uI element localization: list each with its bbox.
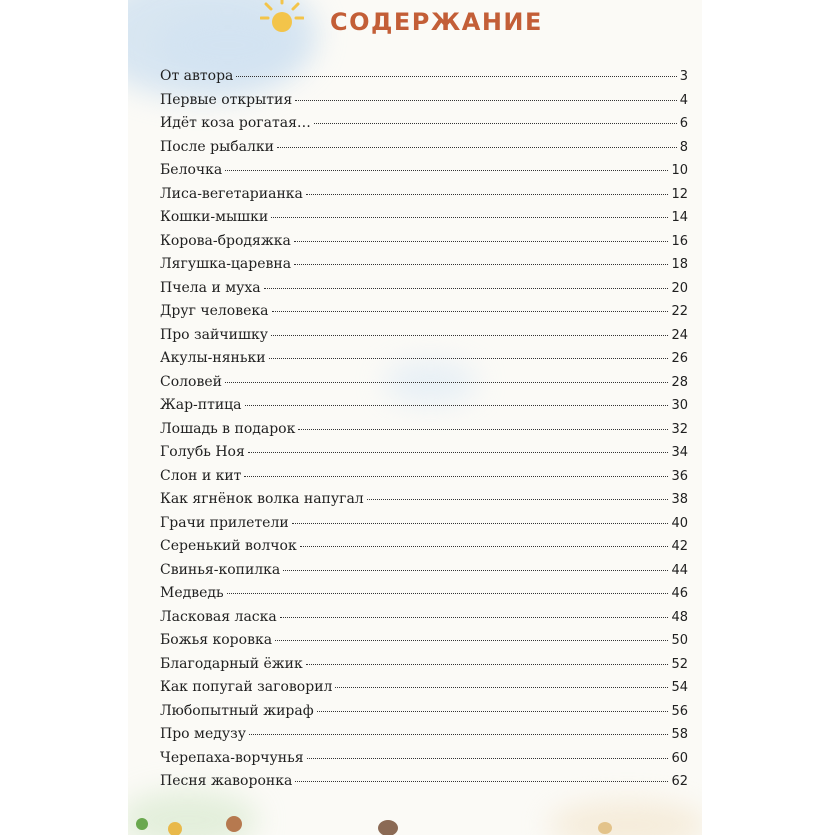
dot-leader (335, 687, 668, 688)
dot-leader (275, 640, 668, 641)
toc-entry (160, 703, 688, 727)
toc-entry-title: Песня жаворонка (160, 773, 293, 789)
dot-leader (264, 288, 669, 289)
toc-entry-page-number: 54 (671, 680, 688, 695)
toc-entry (160, 609, 688, 633)
toc-entry (160, 209, 688, 233)
toc-entry-page-number: 8 (679, 139, 688, 155)
toc-entry (160, 115, 688, 139)
toc-entry-title: Любопытный жираф (160, 702, 314, 719)
dot-leader (227, 593, 669, 594)
toc-entry (160, 632, 688, 656)
toc-entry-page-number: 40 (671, 515, 688, 531)
toc-entry-title: Божья коровка (160, 632, 273, 648)
toc-entry-title: Свинья-копилка (160, 561, 281, 578)
toc-entry-page-number: 58 (671, 727, 688, 742)
toc-entry-page-number: 50 (671, 633, 688, 648)
dot-leader (306, 194, 669, 195)
toc-entry-page-number: 36 (671, 468, 688, 484)
toc-entry (160, 562, 688, 586)
dot-leader (225, 170, 668, 171)
toc-entry (160, 444, 688, 468)
toc-entry (160, 773, 688, 797)
dot-leader (272, 311, 669, 312)
dot-leader (298, 429, 668, 430)
watercolor-wash (548, 800, 702, 835)
toc-entry (160, 750, 688, 774)
toc-entry-page-number: 20 (671, 280, 688, 296)
toc-entry-page-number: 6 (679, 116, 688, 131)
toc-entry-title: После рыбалки (160, 138, 274, 155)
toc-entry-page-number: 34 (671, 445, 688, 460)
toc-entry (160, 162, 688, 186)
decorative-illustration (378, 820, 398, 835)
toc-entry-page-number: 3 (679, 69, 688, 84)
dot-leader (236, 76, 676, 77)
toc-entry-title: Белочка (160, 162, 223, 178)
toc-entry (160, 68, 688, 92)
toc-entry (160, 491, 688, 515)
toc-entry-page-number: 24 (671, 327, 688, 343)
dot-leader (300, 546, 669, 547)
dot-leader (283, 570, 668, 571)
toc-entry-title: Кошки-мышки (160, 209, 269, 225)
toc-entry-page-number: 26 (671, 351, 688, 366)
dot-leader (314, 123, 677, 124)
page-title: СОДЕРЖАНИЕ (330, 8, 543, 36)
toc-entry-title: Друг человека (160, 303, 269, 319)
toc-entry-page-number: 22 (671, 304, 688, 319)
toc-entry-title: Акулы-няньки (160, 350, 266, 366)
toc-entry-title: Медведь (160, 585, 224, 601)
toc-entry (160, 538, 688, 562)
toc-entry-title: Про медузу (160, 726, 246, 742)
toc-entry (160, 256, 688, 280)
toc-entry (160, 350, 688, 374)
toc-entry-page-number: 52 (671, 656, 688, 672)
dot-leader (245, 405, 669, 406)
toc-entry-page-number: 48 (671, 609, 688, 625)
toc-entry (160, 186, 688, 210)
toc-entry (160, 726, 688, 750)
toc-entry-page-number: 46 (671, 586, 688, 601)
toc-entry-page-number: 18 (671, 257, 688, 272)
toc-entry-page-number: 10 (671, 163, 688, 178)
toc-entry (160, 303, 688, 327)
toc-entry (160, 280, 688, 304)
toc-entry-page-number: 30 (671, 398, 688, 413)
toc-entry-page-number: 16 (671, 233, 688, 249)
toc-entry-title: Голубь Ноя (160, 444, 245, 460)
dot-leader (294, 241, 669, 242)
toc-entry-page-number: 4 (679, 92, 688, 108)
table-of-contents (160, 68, 688, 797)
dot-leader (249, 734, 668, 735)
dot-leader (248, 452, 669, 453)
toc-entry (160, 92, 688, 116)
book-page (128, 0, 702, 835)
decorative-illustration (136, 818, 148, 830)
toc-entry-title: Слон и кит (160, 467, 242, 484)
toc-entry-page-number: 42 (671, 539, 688, 554)
toc-entry-title: Корова-бродяжка (160, 232, 291, 249)
toc-entry (160, 421, 688, 445)
toc-entry-title: Серенький волчок (160, 538, 297, 554)
toc-entry-title: Лиса-вегетарианка (160, 185, 303, 202)
toc-entry-page-number: 38 (671, 492, 688, 507)
toc-entry-page-number: 32 (671, 421, 688, 437)
dot-leader (244, 476, 668, 477)
toc-entry-title: Пчела и муха (160, 279, 261, 296)
toc-entry-page-number: 14 (671, 210, 688, 225)
toc-entry-title: От автора (160, 68, 234, 84)
dot-leader (271, 335, 669, 336)
decorative-illustration (226, 816, 242, 832)
toc-entry (160, 139, 688, 163)
toc-entry-title: Жар-птица (160, 397, 242, 413)
dot-leader (271, 217, 668, 218)
toc-entry (160, 679, 688, 703)
toc-entry-page-number: 28 (671, 374, 688, 390)
toc-entry-title: Про зайчишку (160, 326, 268, 343)
toc-entry-title: Лягушка-царевна (160, 256, 292, 272)
toc-entry-page-number: 60 (671, 750, 688, 766)
dot-leader (295, 781, 668, 782)
dot-leader (277, 147, 677, 148)
toc-entry-title: Благодарный ёжик (160, 655, 303, 672)
toc-entry-page-number: 12 (671, 186, 688, 202)
toc-entry-title: Идёт коза рогатая… (160, 115, 311, 131)
toc-entry (160, 233, 688, 257)
toc-entry-title: Как попугай заговорил (160, 679, 333, 695)
dot-leader (295, 100, 677, 101)
toc-entry-page-number: 56 (671, 703, 688, 719)
toc-entry-title: Грачи прилетели (160, 514, 289, 531)
toc-entry (160, 397, 688, 421)
dot-leader (306, 664, 669, 665)
dot-leader (307, 758, 669, 759)
toc-entry (160, 468, 688, 492)
dot-leader (280, 617, 669, 618)
toc-entry (160, 515, 688, 539)
dot-leader (367, 499, 669, 500)
toc-entry-title: Как ягнёнок волка напугал (160, 491, 364, 507)
dot-leader (292, 523, 669, 524)
sun-icon (260, 0, 304, 38)
dot-leader (317, 711, 669, 712)
dot-leader (294, 264, 668, 265)
toc-entry-page-number: 44 (671, 562, 688, 578)
toc-entry-title: Первые открытия (160, 91, 293, 108)
toc-entry (160, 656, 688, 680)
decorative-illustration (598, 822, 612, 834)
decorative-illustration (168, 822, 182, 835)
toc-entry-title: Лошадь в подарок (160, 420, 296, 437)
toc-entry (160, 374, 688, 398)
dot-leader (225, 382, 668, 383)
toc-entry (160, 585, 688, 609)
toc-entry-title: Ласковая ласка (160, 608, 277, 625)
dot-leader (269, 358, 669, 359)
toc-entry-title: Черепаха-ворчунья (160, 749, 304, 766)
toc-entry-title: Соловей (160, 373, 222, 390)
toc-entry-page-number: 62 (671, 774, 688, 789)
toc-entry (160, 327, 688, 351)
